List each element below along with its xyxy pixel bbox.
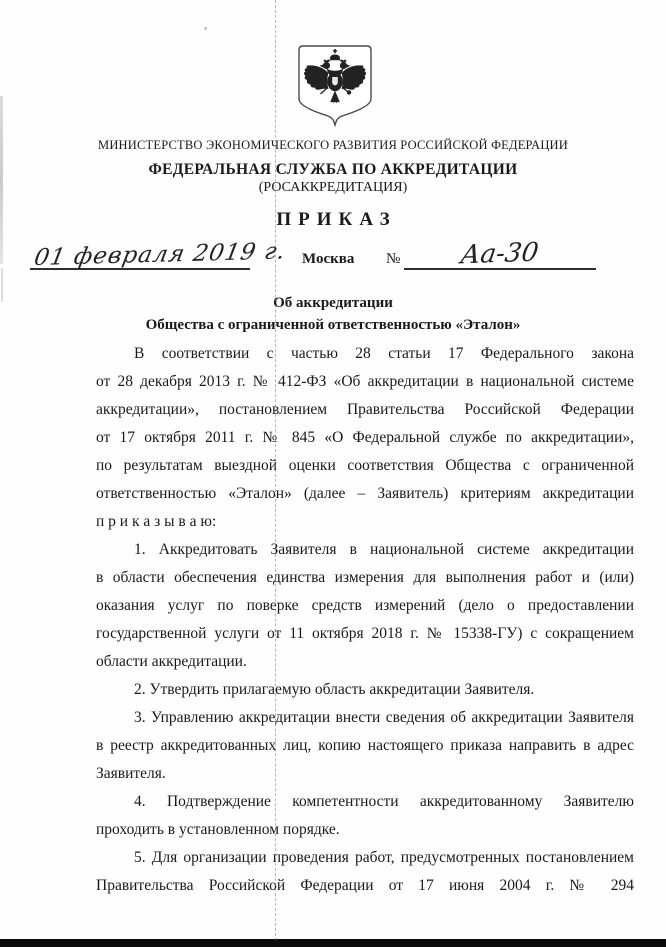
agency-short-title: (РОСАККРЕДИТАЦИЯ) bbox=[258, 180, 408, 195]
date-underline-field bbox=[30, 237, 289, 271]
scan-bottom-bar bbox=[0, 939, 666, 947]
body-line: 5. Для организации проведения работ, предусмотренных постановлением bbox=[134, 849, 634, 866]
body-line: 3. Управлению аккредитации внести сведения об аккредитации Заявителя bbox=[134, 709, 634, 726]
body-line: Заявителя. bbox=[96, 765, 166, 782]
body-line: государственной услуги от 11 октября 2018 г. № 15338-ГУ) с сокращением bbox=[96, 625, 634, 642]
body-line: 4. Подтверждение компетентности аккредитованному Заявителю bbox=[134, 793, 634, 810]
body-line: проходить в установленном порядке. bbox=[96, 821, 340, 838]
number-underline-field bbox=[404, 237, 596, 270]
body-line: Правительства Российской Федерации от 17 июня 2004 г. № 294 bbox=[96, 877, 634, 894]
subject-line-2: Общества с ограниченной ответственностью «Эталон» bbox=[145, 317, 521, 333]
russia-coat-of-arms-icon bbox=[296, 44, 374, 128]
handwritten-date: 01 февраля 2019 г. bbox=[32, 238, 289, 271]
body-line: в области обеспечения единства измерения для выполнения работ и (или) bbox=[96, 569, 634, 586]
handwritten-number: Аа-30 bbox=[459, 237, 541, 271]
scan-speck bbox=[204, 27, 207, 30]
subject-line-1: Об аккредитации bbox=[273, 295, 393, 311]
body-line: по результатам выездной оценки соответствия Общества с ограниченной bbox=[96, 457, 634, 474]
ministry-title: МИНИСТЕРСТВО ЭКОНОМИЧЕСКОГО РАЗВИТИЯ РОССИЙСКОЙ ФЕДЕРАЦИИ bbox=[98, 138, 568, 152]
city-label: Москва bbox=[302, 251, 355, 267]
agency-title: ФЕДЕРАЛЬНАЯ СЛУЖБА ПО АККРЕДИТАЦИИ bbox=[148, 161, 518, 178]
body-line: от 28 декабря 2013 г. № 412-ФЗ «Об аккредитации в национальной системе bbox=[96, 373, 634, 390]
body-line: оказания услуг по поверке средств измерений (дело о предоставлении bbox=[96, 597, 634, 614]
body-line: от 17 октября 2011 г. № 845 «О Федеральной службе по аккредитации», bbox=[96, 429, 634, 446]
document-type-title: ПРИКАЗ bbox=[276, 209, 397, 230]
number-sign-label: № bbox=[386, 251, 401, 267]
body-text bbox=[96, 340, 634, 900]
body-line: аккредитации», постановлением Правительства Российской Федерации bbox=[96, 401, 634, 418]
body-line: ответственностью «Эталон» (далее – Заявитель) критериям аккредитации bbox=[96, 485, 634, 502]
subject-title bbox=[0, 292, 666, 336]
body-line: 2. Утвердить прилагаемую область аккредитации Заявителя. bbox=[134, 681, 535, 698]
body-line: В соответствии с частью 28 статьи 17 Федерального закона bbox=[134, 345, 634, 362]
body-line: в реестр аккредитованных лиц, копию настоящего приказа направить в адрес bbox=[96, 737, 634, 754]
body-line: п р и к а з ы в а ю: bbox=[96, 513, 217, 530]
body-line: 1. Аккредитовать Заявителя в национальной системе аккредитации bbox=[134, 541, 634, 558]
body-line: области аккредитации. bbox=[96, 653, 247, 670]
